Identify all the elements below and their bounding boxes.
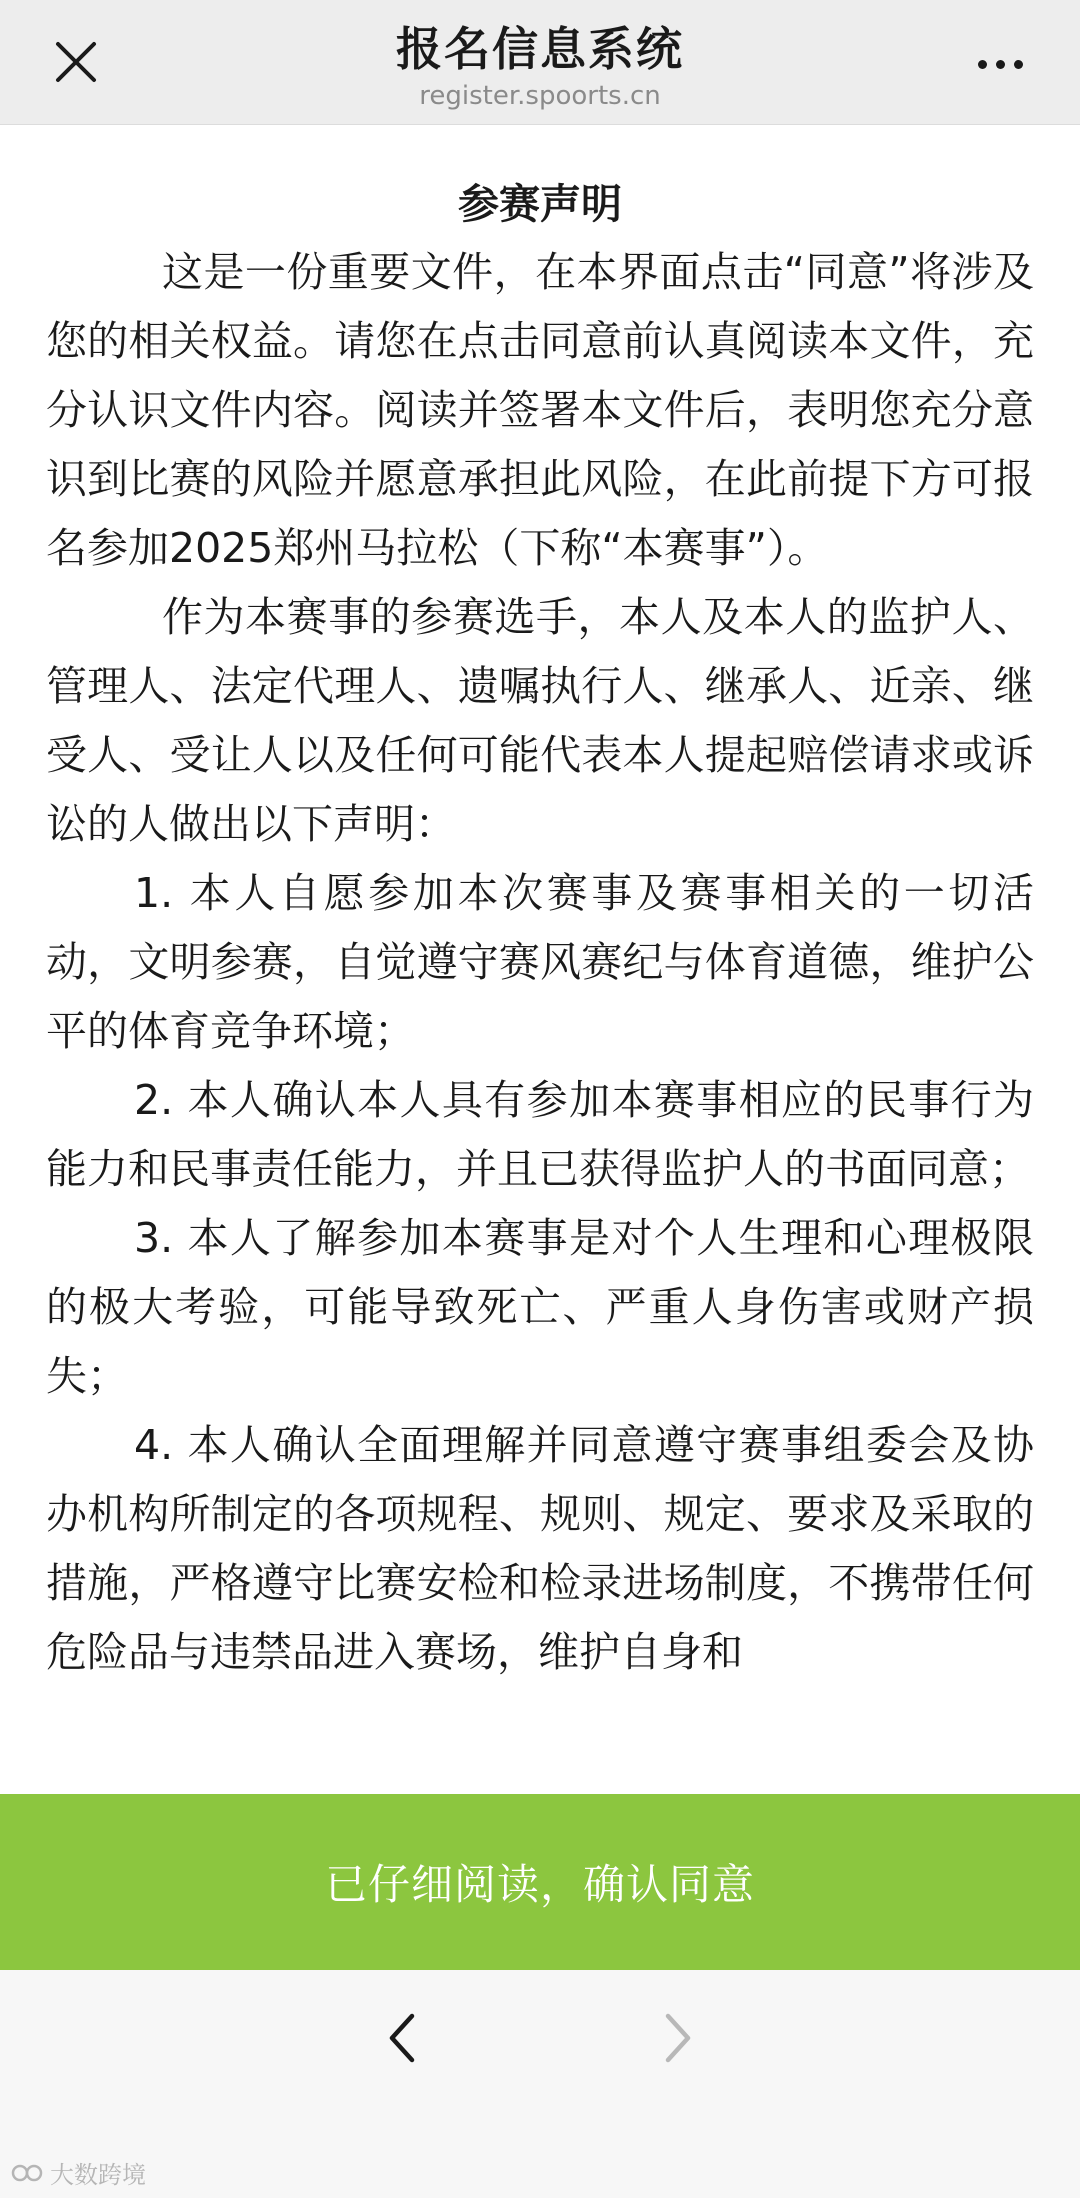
page-domain: register.spoorts.cn [419,81,661,111]
declaration-item: 1. 本人自愿参加本次赛事及赛事相关的一切活动，文明参赛，自觉遵守赛风赛纪与体育道德，维护公平的体育竞争环境； [46,869,1034,1055]
header-title-block [200,22,880,112]
close-button[interactable] [44,30,108,94]
declaration-item: 3. 本人了解参加本赛事是对个人生理和心理极限的极大考验，可能导致死亡、严重人身伤害或财产损失； [46,1214,1034,1400]
browser-header [0,0,1080,125]
declaration-item: 4. 本人确认全面理解并同意遵守赛事组委会及协办机构所制定的各项规程、规则、规定、要求及采取的措施，严格遵守比赛安检和检录进场制度，不携带任何危险品与违禁品进入赛场，维护自身和 [46,1421,1034,1676]
declaration-content[interactable] [46,124,1034,1794]
more-dots-icon [978,60,987,69]
confirm-agree-label: 已仔细阅读，确认同意 [324,1860,755,1909]
declaration-paragraph: 作为本赛事的参赛选手，本人及本人的监护人、管理人、法定代理人、遗嘱执行人、继承人、近亲、继受人、受让人以及任何可能代表本人提起赔偿请求或诉讼的人做出以下声明： [46,593,1034,848]
nav-back-button[interactable] [370,2006,434,2070]
close-icon [54,40,98,84]
bottom-navigation [0,1970,1080,2198]
declaration-title: 参赛声明 [458,180,622,228]
watermark-logo-icon [10,2161,44,2185]
more-button[interactable] [960,40,1040,88]
nav-forward-button[interactable] [646,2006,710,2070]
more-dots-icon [1014,60,1023,69]
watermark-text: 大数跨境 [50,2161,146,2189]
declaration-item: 2. 本人确认本人具有参加本赛事相应的民事行为能力和民事责任能力，并且已获得监护人的书面同意； [46,1076,1034,1193]
chevron-right-icon [658,2010,698,2066]
page-title: 报名信息系统 [396,22,684,76]
more-dots-icon [996,60,1005,69]
declaration-paragraph: 这是一份重要文件，在本界面点击“同意”将涉及您的相关权益。请您在点击同意前认真阅读本文件，充分认识文件内容。阅读并签署本文件后，表明您充分意识到比赛的风险并愿意承担此风险，在此前提下方可报名参加2025郑州马拉松（下称“本赛事”）。 [46,248,1034,572]
watermark [10,2155,146,2190]
chevron-left-icon [382,2010,422,2066]
confirm-agree-button[interactable] [0,1794,1080,1970]
